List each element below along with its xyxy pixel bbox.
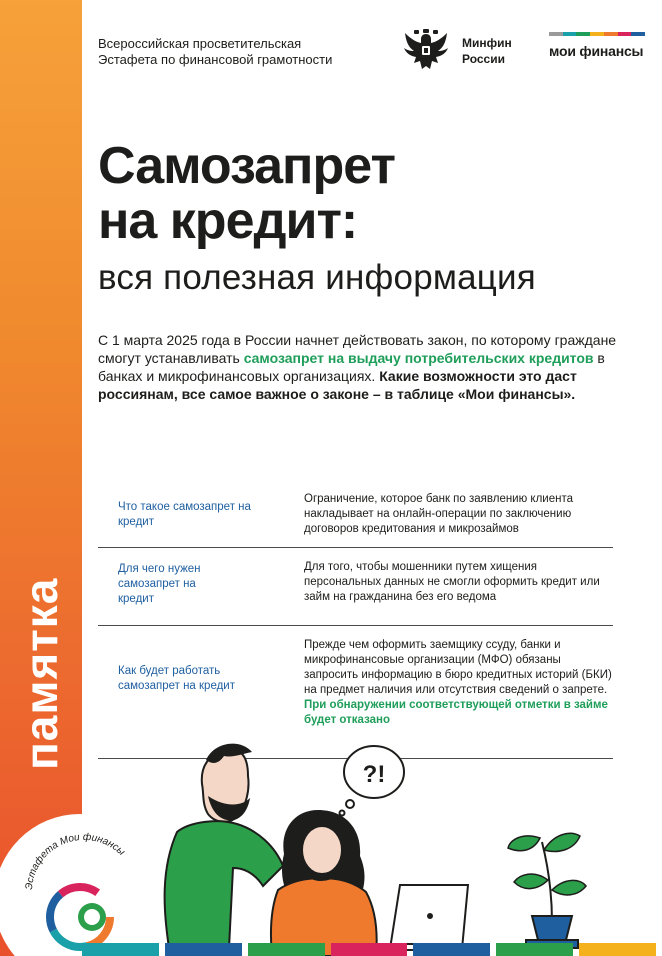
couple-at-laptop-illustration	[82, 740, 662, 956]
brand-logo: мои финансы	[549, 43, 644, 59]
row-question: Как будет работать самозапрет на кредит	[118, 665, 235, 692]
org-line-1: Всероссийская просветительская	[98, 36, 302, 51]
intro-paragraph	[98, 331, 628, 403]
bottom-color-stripes	[82, 943, 662, 956]
row-question: Для чего нужен самозапрет на кредит	[118, 563, 201, 605]
page-subtitle: вся полезная информация	[98, 258, 536, 297]
row-answer: Для того, чтобы мошенники путем хищения персональных данных не смогли оформить кредит или займ на гражданина без его ведома	[304, 561, 600, 603]
row-answer-highlight: При обнаружении соответствующей отметки в займе будет отказано	[304, 699, 608, 726]
minfin-line-1: Минфин	[462, 36, 512, 50]
intro-bold: Какие возможности это даст россиянам, все самое важное о законе – в таблице «Мои финансы».	[98, 368, 577, 402]
table-row	[98, 548, 613, 626]
brand-color-bar	[549, 32, 645, 36]
row-answer: Ограничение, которое банк по заявлению клиента накладывает на онлайн-операции по заключению договоров кредитования и микрозаймов	[304, 493, 574, 535]
intro-text-1: С 1 марта 2025 года в России начнет действовать закон, по которому граждане смогут устанавливать	[98, 332, 617, 366]
badge-text: Эстафета Мои финансы	[23, 831, 127, 891]
sidebar-word: памятка	[15, 577, 67, 770]
minfin-line-2: России	[462, 52, 505, 66]
row-answer	[304, 638, 614, 728]
eagle-emblem-icon	[402, 28, 450, 72]
estafeta-badge	[0, 812, 160, 956]
row-question: Что такое самозапрет на кредит	[118, 501, 251, 528]
minfin-label	[462, 35, 512, 67]
page-title-line-2: на кредит:	[98, 192, 358, 250]
org-name	[98, 36, 332, 68]
org-line-2: Эстафета по финансовой грамотности	[98, 52, 333, 67]
page-title-line-1: Самозапрет	[98, 137, 395, 195]
row-answer-text: Прежде чем оформить заемщику ссуду, банки и микрофинансовые организации (МФО) обязаны запросить информацию в бюро кредитных историй (БКИ) на предмет наличия или отсутствия сведений о запрете.	[304, 639, 612, 696]
table-row	[98, 486, 613, 548]
intro-highlight: самозапрет на выдачу потребительских кредитов	[243, 350, 594, 366]
intro-text-2: в банках и микрофинансовых организациях.	[98, 350, 605, 384]
thought-bubble-text: ?!	[362, 761, 386, 788]
